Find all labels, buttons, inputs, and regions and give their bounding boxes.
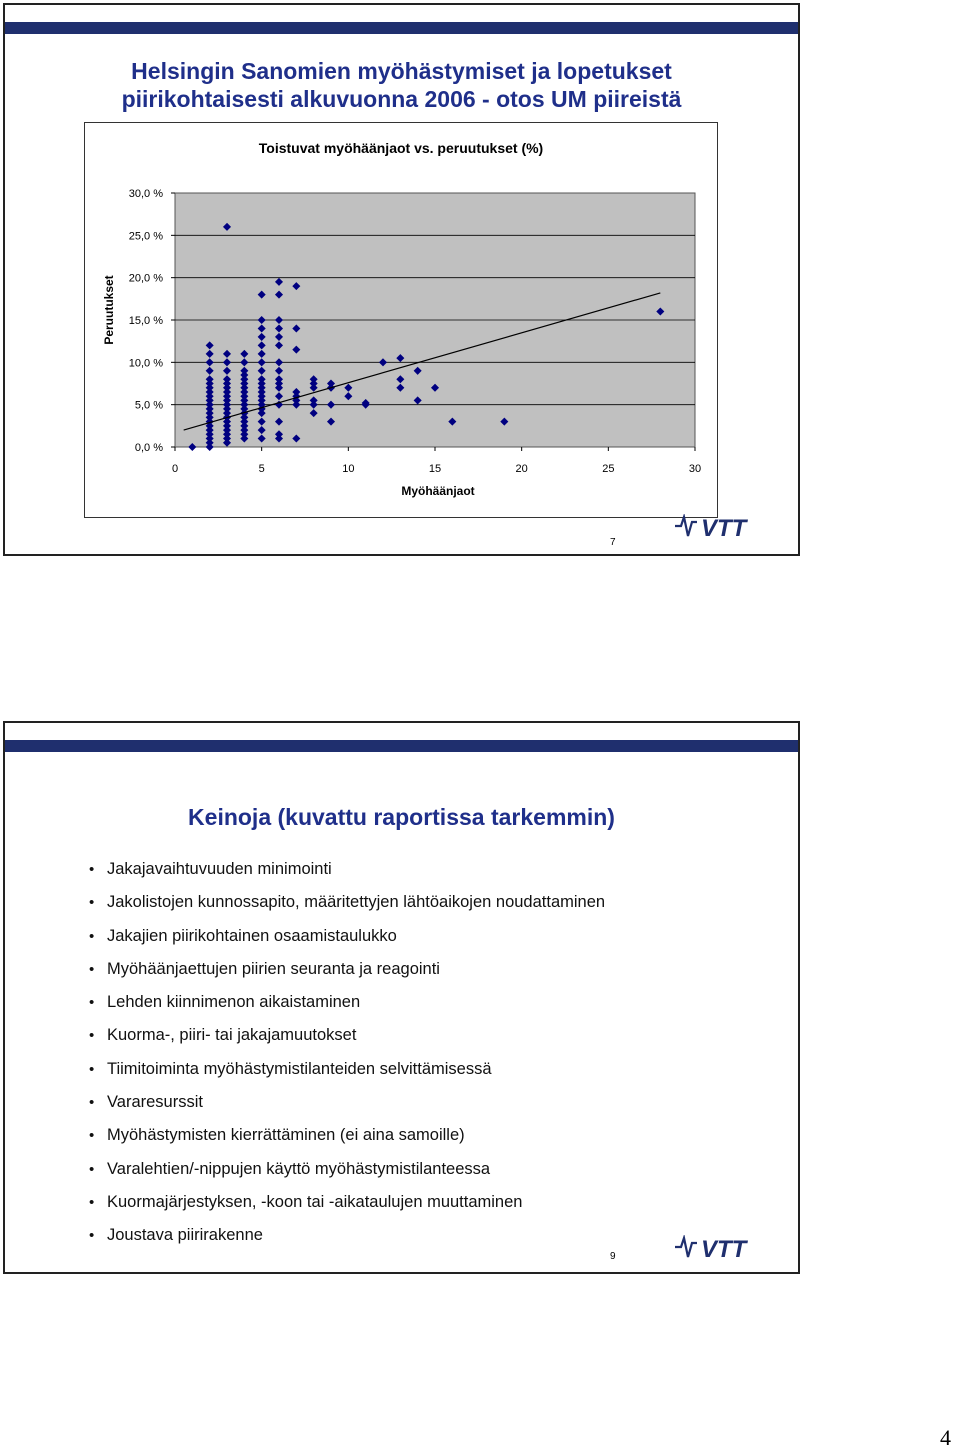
- y-tick-label: 10,0 %: [128, 357, 163, 370]
- slide-top-bar: [5, 22, 798, 34]
- x-tick-label: 15: [428, 463, 442, 475]
- slide-title-line-1: Helsingin Sanomien myöhästymiset ja lopetukset: [131, 58, 672, 84]
- y-axis-label: Peruutukset: [102, 275, 116, 345]
- bullet-item: • Jakolistojen kunnossapito, määritettyjen lähtöaikojen noudattaminen: [89, 886, 605, 919]
- y-tick-label: 20,0 %: [128, 272, 163, 285]
- bullet-item: • Myöhäänjaettujen piirien seuranta ja reagointi: [89, 953, 605, 986]
- slide-title: Keinoja (kuvattu raportissa tarkemmin): [188, 804, 615, 830]
- bullet-item: • Jakajien piirikohtainen osaamistaulukko: [89, 920, 605, 953]
- bullet-item: • Tiimitoiminta myöhästymistilanteiden selvittämisessä: [89, 1053, 605, 1086]
- x-tick-label: 20: [515, 463, 528, 475]
- y-tick-label: 15,0 %: [128, 315, 163, 327]
- y-tick-label: 25,0 %: [128, 230, 163, 243]
- slide-7: [3, 3, 800, 556]
- y-tick-label: 5,0 %: [134, 399, 163, 412]
- bullet-item: • Joustava piirirakenne: [89, 1219, 605, 1252]
- page-number: 4: [940, 1425, 951, 1450]
- y-tick-label: 30,0 %: [128, 188, 163, 200]
- vtt-logo-icon: [673, 1235, 769, 1261]
- bullet-item: • Lehden kiinnimenon aikaistaminen: [89, 986, 605, 1019]
- x-tick-label: 0: [171, 463, 179, 475]
- y-tick-label: 0,0 %: [134, 442, 163, 454]
- bullet-item: • Jakajavaihtuvuuden minimointi: [89, 853, 605, 886]
- vtt-logo-icon: [673, 514, 769, 540]
- vtt-logo-text: VTT: [701, 515, 747, 540]
- bullet-item: • Varalehtien/-nippujen käyttö myöhästymistilanteessa: [89, 1153, 605, 1186]
- scatter-chart: [84, 122, 718, 518]
- x-axis-label: Myöhäänjaot: [401, 484, 475, 498]
- x-tick-label: 5: [258, 463, 265, 475]
- slide-number: 7: [610, 537, 616, 548]
- vtt-logo-text: VTT: [701, 1236, 747, 1261]
- x-tick-label: 30: [688, 463, 702, 475]
- slide-number: 9: [610, 1251, 616, 1262]
- slide-title: [5, 57, 798, 113]
- bullet-item: • Kuorma-, piiri- tai jakajamuutokset: [89, 1019, 605, 1052]
- slide-top-bar: [5, 740, 798, 752]
- bullet-item: • Myöhästymisten kierrättäminen (ei aina samoille): [89, 1119, 605, 1152]
- slide-9: [3, 721, 800, 1274]
- bullet-list: [89, 853, 605, 1253]
- bullet-item: • Vararesurssit: [89, 1086, 605, 1119]
- x-tick-label: 25: [602, 463, 615, 475]
- chart-canvas: [85, 123, 717, 517]
- chart-title: Toistuvat myöhäänjaot vs. peruutukset (%): [258, 140, 544, 156]
- x-tick-label: 10: [342, 463, 355, 475]
- slide-title-line-2: piirikohtaisesti alkuvuonna 2006 - otos UM piireistä: [121, 86, 682, 112]
- bullet-item: • Kuormajärjestyksen, -koon tai -aikataulujen muuttaminen: [89, 1186, 605, 1219]
